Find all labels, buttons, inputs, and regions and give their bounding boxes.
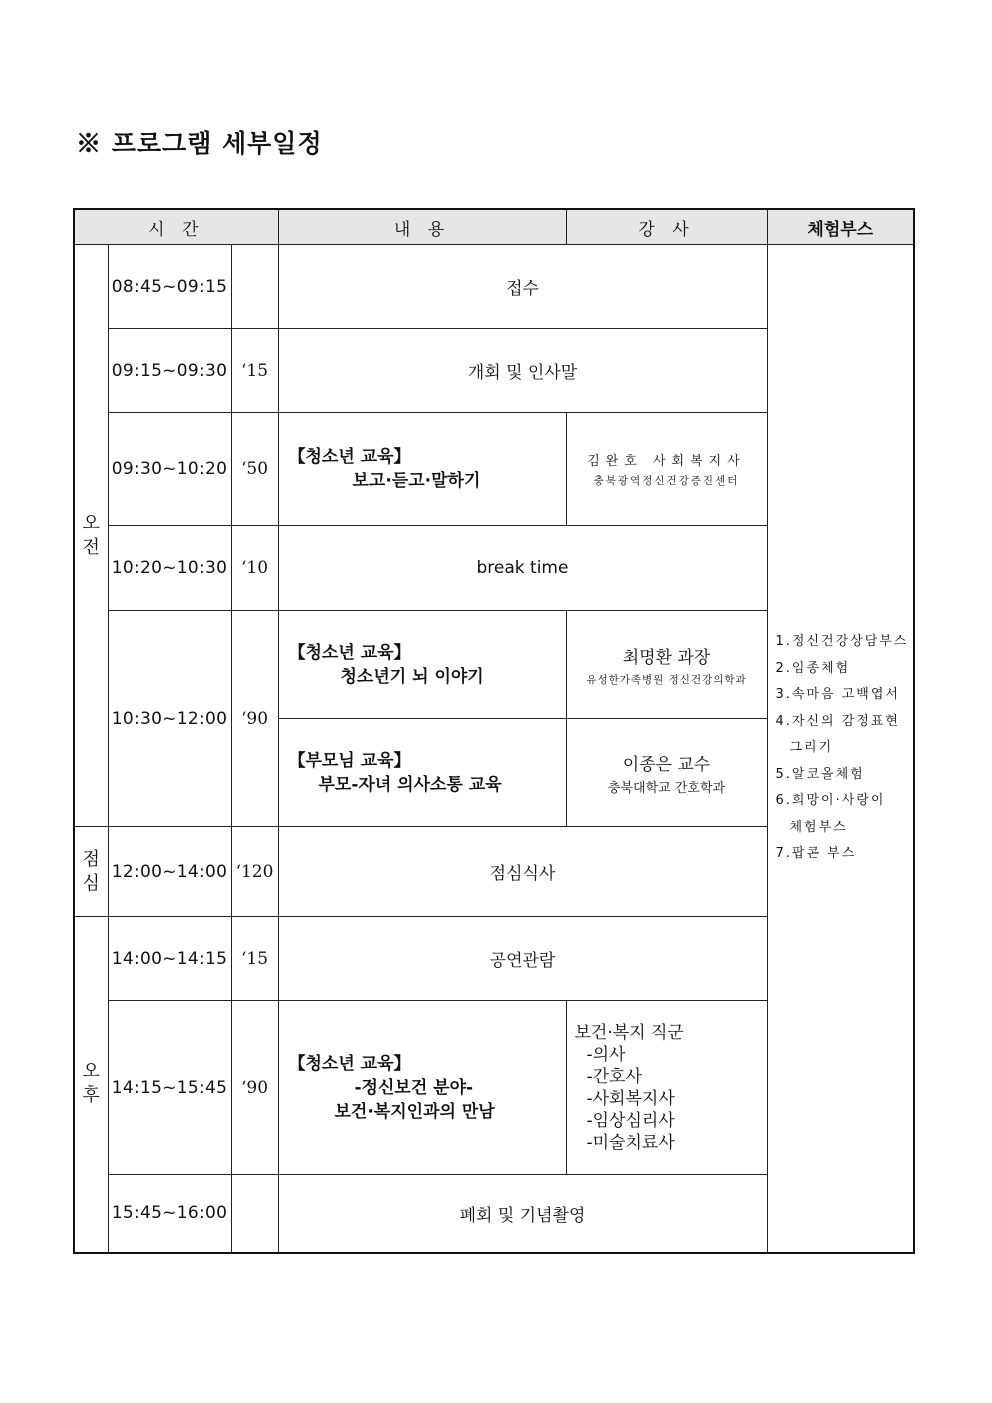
booth-item: 4.자신의 감정표현 xyxy=(775,713,900,729)
time-cell: 14:00~14:15 xyxy=(108,917,231,1001)
session-tag: 【청소년 교육】 xyxy=(288,447,411,467)
duration-cell: ‘15 xyxy=(231,329,278,413)
booth-list xyxy=(767,245,914,1253)
duration-cell xyxy=(231,1175,278,1253)
booth-item: 5.알코올체험 xyxy=(775,766,865,782)
time-cell: 12:00~14:00 xyxy=(108,827,231,917)
session-topic: 보고·듣고·말하기 xyxy=(352,471,481,491)
booth-item: 그리기 xyxy=(789,740,834,755)
job-item: -간호사 xyxy=(586,1066,642,1087)
content-cell: 개회 및 인사말 xyxy=(278,329,767,413)
job-item: -의사 xyxy=(586,1044,626,1065)
booth-item: 체험부스 xyxy=(789,819,848,835)
header-time: 시 간 xyxy=(74,209,278,245)
period-morning: 오 전 xyxy=(74,245,108,827)
session-cell xyxy=(278,611,566,719)
lecturer-affiliation: 충북광역정신건강증진센터 xyxy=(593,475,740,487)
time-cell: 15:45~16:00 xyxy=(108,1175,231,1253)
content-cell: 접수 xyxy=(278,245,767,329)
schedule-table xyxy=(73,208,915,1254)
lecturer-name: 김완호 사회복지사 xyxy=(587,454,746,469)
lecturer-cell xyxy=(566,719,767,827)
time-cell: 09:30~10:20 xyxy=(108,413,231,526)
table-row xyxy=(74,245,914,329)
booth-item: 1.정신건강상담부스 xyxy=(775,634,909,649)
booth-item: 6.희망이·사랑이 xyxy=(775,793,886,808)
content-cell: 폐회 및 기념촬영 xyxy=(278,1175,767,1253)
session-cell xyxy=(278,719,566,827)
session-cell xyxy=(278,413,566,526)
job-item: -사회복지사 xyxy=(586,1088,675,1109)
booth-item: 7.팝콘 부스 xyxy=(775,846,857,861)
content-cell: 공연관람 xyxy=(278,917,767,1001)
lecturer-name: 최명환 과장 xyxy=(622,647,711,668)
duration-cell: ‘50 xyxy=(231,413,278,526)
time-cell: 10:30~12:00 xyxy=(108,611,231,827)
time-cell: 14:15~15:45 xyxy=(108,1001,231,1175)
lecturer-affiliation: 유성한가족병원 정신건강의학과 xyxy=(586,673,747,686)
duration-cell: ‘90 xyxy=(231,611,278,827)
jobs-title: 보건·복지 직군 xyxy=(574,1022,684,1043)
session-topic-line: -정신보건 분야- xyxy=(354,1077,474,1098)
lecturer-cell xyxy=(566,611,767,719)
page-title: ※ 프로그램 세부일정 xyxy=(76,129,323,158)
header-lecturer: 강 사 xyxy=(566,209,767,245)
job-item: -미술치료사 xyxy=(586,1132,675,1153)
session-tag: 【청소년 교육】 xyxy=(288,1053,411,1074)
session-cell xyxy=(278,1001,566,1175)
time-cell: 10:20~10:30 xyxy=(108,526,231,611)
job-item: -임상심리사 xyxy=(586,1110,675,1131)
lecturer-affiliation: 충북대학교 간호학과 xyxy=(607,780,726,796)
header-booth: 체험부스 xyxy=(767,209,914,245)
booth-item: 3.속마음 고백엽서 xyxy=(775,687,900,702)
period-lunch: 점 심 xyxy=(74,827,108,917)
header-content: 내 용 xyxy=(278,209,566,245)
duration-cell: ‘15 xyxy=(231,917,278,1001)
duration-cell xyxy=(231,245,278,329)
content-cell: break time xyxy=(278,526,767,611)
session-topic-line: 보건·복지인과의 만남 xyxy=(334,1101,495,1122)
duration-cell: ‘90 xyxy=(231,1001,278,1175)
content-cell: 점심식사 xyxy=(278,827,767,917)
session-tag: 【부모님 교육】 xyxy=(288,750,411,771)
duration-cell: ‘120 xyxy=(231,827,278,917)
session-topic: 부모-자녀 의사소통 교육 xyxy=(318,774,502,795)
booth-item: 2.임종체험 xyxy=(775,660,851,676)
period-afternoon: 오 후 xyxy=(74,917,108,1253)
session-topic: 청소년기 뇌 이야기 xyxy=(340,666,484,687)
table-header-row xyxy=(74,209,914,245)
time-cell: 09:15~09:30 xyxy=(108,329,231,413)
time-cell: 08:45~09:15 xyxy=(108,245,231,329)
session-tag: 【청소년 교육】 xyxy=(288,642,411,663)
lecturer-cell xyxy=(566,413,767,526)
lecturer-name: 이종은 교수 xyxy=(622,754,711,775)
duration-cell: ‘10 xyxy=(231,526,278,611)
jobs-cell xyxy=(566,1001,767,1175)
